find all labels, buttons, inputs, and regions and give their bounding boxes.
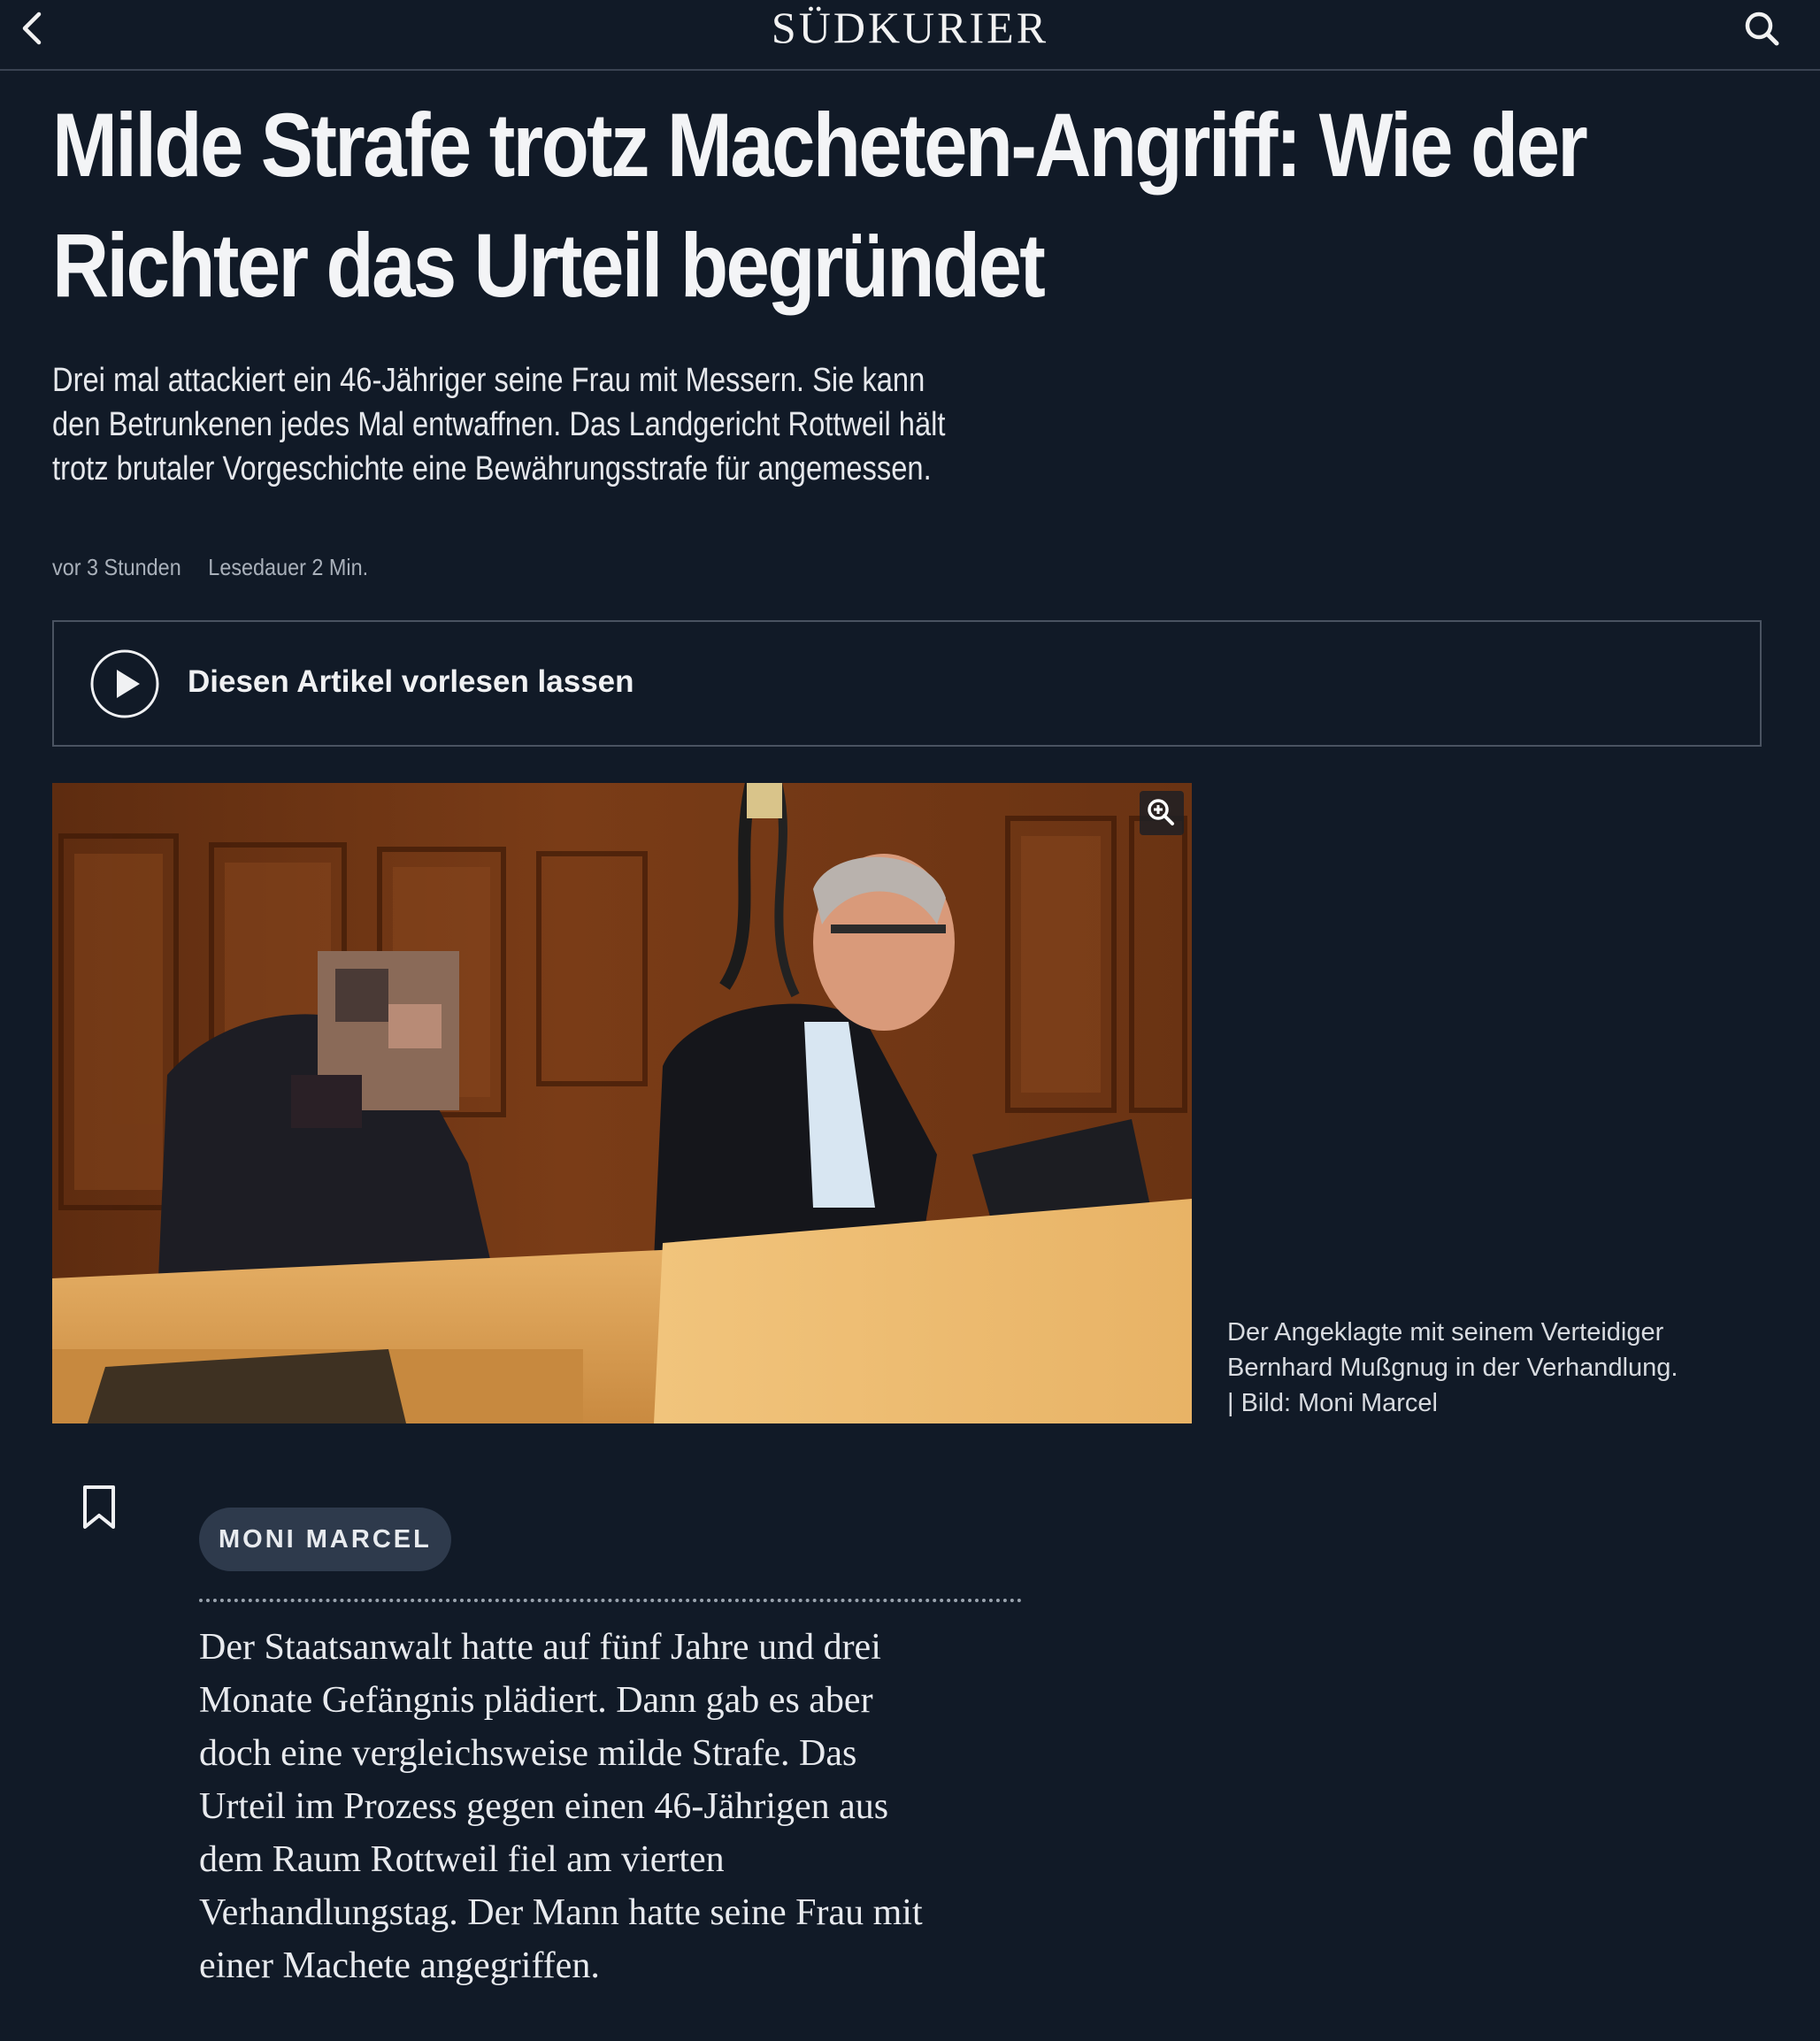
body-line: Verhandlungstag. Der Mann hatte seine Frau mit — [199, 1892, 923, 1933]
read-time: Lesedauer 2 Min. — [208, 554, 369, 580]
photo-caption — [1227, 1315, 1776, 1421]
teaser-line: den Betrunkenen jedes Mal entwaffnen. Das Landgericht Rottweil hält — [52, 406, 946, 443]
body-line: dem Raum Rottweil fiel am vierten — [199, 1839, 725, 1880]
caption-credit: | Bild: Moni Marcel — [1227, 1389, 1438, 1417]
bookmark-button[interactable] — [78, 1483, 120, 1532]
search-button[interactable] — [1739, 5, 1785, 51]
courtroom-photo — [52, 783, 1192, 1423]
body-line: Der Staatsanwalt hatte auf fünf Jahre und drei — [199, 1627, 881, 1668]
body-line: Urteil im Prozess gegen einen 46-Jährigen aus — [199, 1786, 889, 1827]
read-aloud-label: Diesen Artikel vorlesen lassen — [188, 664, 634, 699]
article-headline — [52, 85, 1586, 326]
top-bar — [0, 0, 1820, 71]
search-icon — [1739, 5, 1785, 51]
body-line: doch eine vergleichsweise milde Strafe. Das — [199, 1733, 857, 1774]
article-meta — [52, 554, 368, 581]
teaser-line: Drei mal attackiert ein 46-Jähriger seine Frau mit Messern. Sie kann — [52, 362, 925, 399]
article-body — [199, 1621, 1048, 1992]
published-time: vor 3 Stunden — [52, 554, 181, 580]
caption-line: Der Angeklagte mit seinem Verteidiger — [1227, 1318, 1664, 1347]
zoom-button[interactable] — [1140, 791, 1184, 835]
bookmark-icon — [78, 1483, 120, 1532]
article-photo[interactable] — [52, 783, 1192, 1423]
caption-line: Bernhard Mußgnug in der Verhandlung. — [1227, 1354, 1678, 1382]
teaser-line: trotz brutaler Vorgeschichte eine Bewährungsstrafe für angemessen. — [52, 450, 932, 487]
headline-line: Milde Strafe trotz Macheten-Angriff: Wie der — [52, 95, 1586, 196]
author-badge[interactable]: MONI MARCEL — [199, 1508, 451, 1571]
headline-line: Richter das Urteil begründet — [52, 215, 1044, 316]
dotted-divider — [199, 1599, 1022, 1602]
brand-logo[interactable]: SÜDKURIER — [771, 3, 1049, 52]
read-aloud-button[interactable] — [52, 620, 1762, 747]
zoom-in-icon — [1140, 791, 1184, 835]
article-teaser — [52, 358, 950, 491]
play-icon — [89, 648, 160, 719]
body-line: Monate Gefängnis plädiert. Dann gab es aber — [199, 1680, 873, 1721]
body-line: einer Machete angegriffen. — [199, 1945, 600, 1986]
